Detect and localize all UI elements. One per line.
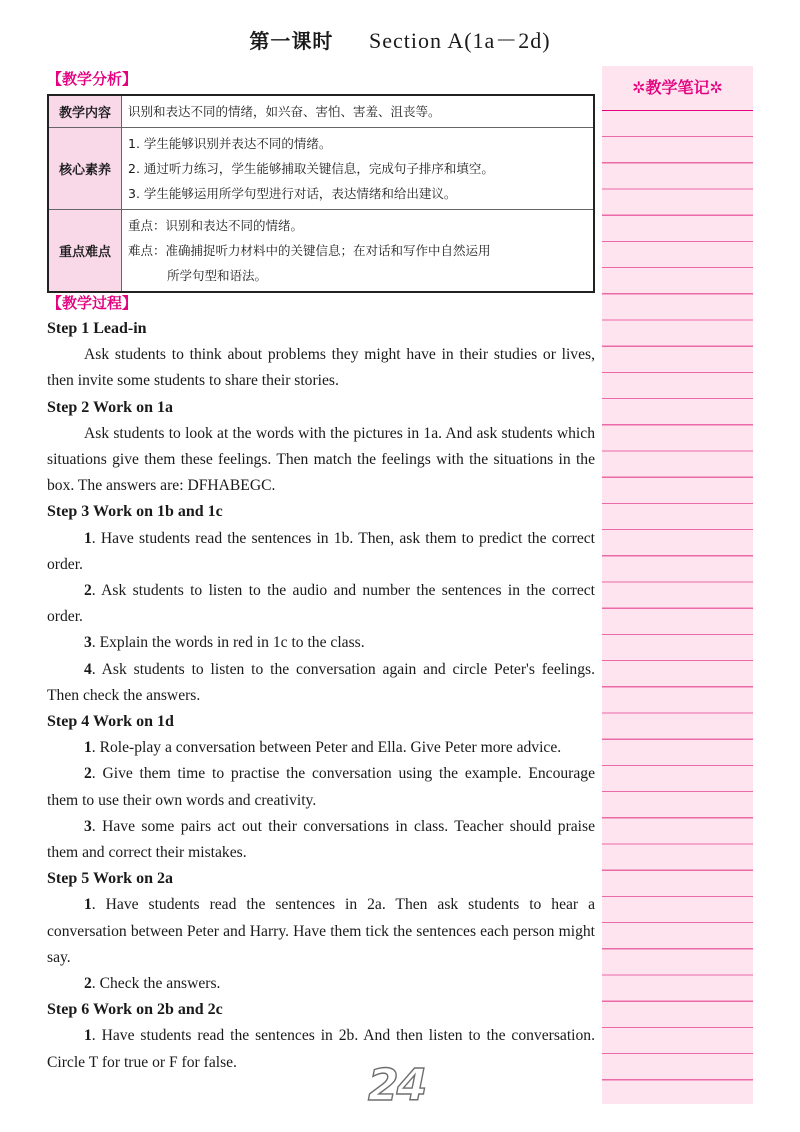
- analysis-line: 2. 通过听力练习，学生能够捕取关键信息，完成句子排序和填空。: [128, 161, 494, 176]
- step-title: Lead-in: [93, 320, 147, 337]
- step-item-number: 3: [84, 817, 92, 835]
- page-title: [0, 24, 800, 55]
- lesson-label: 第一课时: [249, 29, 334, 53]
- analysis-row-head: 核心素养: [48, 128, 122, 210]
- step-title: Work on 1a: [92, 398, 173, 416]
- analysis-row-head: 教学内容: [48, 95, 122, 128]
- step-paragraph: Ask students to think about problems they might have in their studies or lives, then invite some students to share their stories.: [47, 346, 595, 390]
- step-title: Work on 1d: [92, 713, 174, 731]
- notes-title: ✲教学笔记✲: [602, 66, 753, 111]
- step-item-text: . Ask students to listen to the audio and number the sentences in the correct order.: [47, 582, 595, 626]
- notes-panel: [602, 66, 753, 1104]
- analysis-line: 重点：识别和表达不同的情绪。: [128, 218, 304, 233]
- analysis-row-content: [122, 95, 595, 128]
- step-heading: [47, 866, 595, 892]
- teaching-process: [47, 316, 595, 1076]
- step-item: [47, 657, 595, 709]
- page-number: 24: [368, 1060, 426, 1111]
- analysis-line: 所学句型和语法。: [167, 268, 268, 283]
- step-item-number: 1: [84, 896, 92, 914]
- step-title: Work on 1b and 1c: [92, 503, 223, 521]
- analysis-row-head: 重点难点: [48, 210, 122, 293]
- step-item-number: 1: [84, 739, 92, 757]
- step-item: [47, 892, 595, 971]
- step-item-number: 4: [84, 660, 92, 678]
- analysis-line: 1. 学生能够识别并表达不同的情绪。: [128, 136, 332, 151]
- analysis-row-content: [122, 128, 595, 210]
- analysis-line: 3. 学生能够运用所学句型进行对话，表达情绪和给出建议。: [128, 186, 457, 201]
- step-item-number: 2: [84, 582, 92, 600]
- step-item: [47, 578, 595, 630]
- step-item-text: . Check the answers.: [91, 975, 221, 993]
- analysis-line: 识别和表达不同的情绪，如兴奋、害怕、害羞、沮丧等。: [128, 104, 441, 119]
- step-item-number: 2: [84, 975, 92, 993]
- step-number: Step 1: [47, 320, 90, 337]
- step-item-number: 1: [84, 1027, 92, 1045]
- step-number: Step 6: [47, 1001, 90, 1019]
- analysis-line: 难点：准确捕捉听力材料中的关键信息；在对话和写作中自然运用: [128, 243, 491, 258]
- step-number: Step 3: [47, 503, 90, 521]
- analysis-row: [48, 210, 594, 293]
- step-item-text: . Give them time to practise the conversation using the example. Encourage them to use their own words and creativity.: [47, 765, 595, 809]
- analysis-row-content: [122, 210, 595, 293]
- notes-ruled-lines[interactable]: [602, 111, 753, 1101]
- step-item: [47, 761, 595, 813]
- analysis-row: [48, 128, 594, 210]
- step-item-text: . Role-play a conversation between Peter and Ella. Give Peter more advice.: [91, 739, 562, 757]
- step-item-text: . Have some pairs act out their conversations in class. Teacher should praise them and correct their mistakes.: [47, 817, 595, 862]
- step-item-number: 1: [84, 529, 92, 547]
- step-item: [47, 630, 595, 656]
- step-item-text: . Explain the words in red in 1c to the class.: [91, 634, 365, 652]
- process-heading: 【教学过程】: [47, 294, 138, 312]
- step-item-number: 3: [84, 634, 92, 652]
- analysis-heading: 【教学分析】: [47, 70, 138, 88]
- step-number: Step 4: [47, 713, 90, 731]
- step-title: Work on 2a: [92, 870, 173, 888]
- step-number: Step 5: [47, 870, 90, 888]
- step-item-text: . Have students read the sentences in 2b. And then listen to the conversation. Circle T for true or F for false.: [47, 1027, 595, 1071]
- analysis-row: [48, 95, 594, 128]
- step-item: [47, 1023, 595, 1075]
- step-number: Step 2: [47, 398, 90, 416]
- step-item: [47, 526, 595, 578]
- step-item-text: . Have students read the sentences in 2a. Then ask students to hear a conversation between Peter and Harry. Have them tick the sentences each person might say.: [47, 896, 595, 966]
- step-heading: [47, 316, 595, 342]
- analysis-table: [47, 94, 595, 293]
- step-heading: [47, 395, 595, 421]
- step-item-text: . Ask students to listen to the conversation again and circle Peter's feelings. Then check the answers.: [47, 660, 595, 704]
- step-item: [47, 814, 595, 866]
- section-label: Section A(1a－2d): [369, 28, 551, 53]
- step-paragraph: Ask students to look at the words with the pictures in 1a. And ask students which situations give them these feelings. Then match the feelings with the situations in the box. The answers are: DFHABEGC.: [47, 424, 595, 495]
- step-heading: [47, 997, 595, 1023]
- step-item: [47, 971, 595, 997]
- step-item-number: 2: [84, 765, 92, 783]
- step-item-text: . Have students read the sentences in 1b. Then, ask them to predict the correct order.: [47, 529, 595, 573]
- step-heading: [47, 709, 595, 735]
- step-item: [47, 735, 595, 761]
- step-title: Work on 2b and 2c: [92, 1001, 223, 1019]
- step-heading: [47, 499, 595, 525]
